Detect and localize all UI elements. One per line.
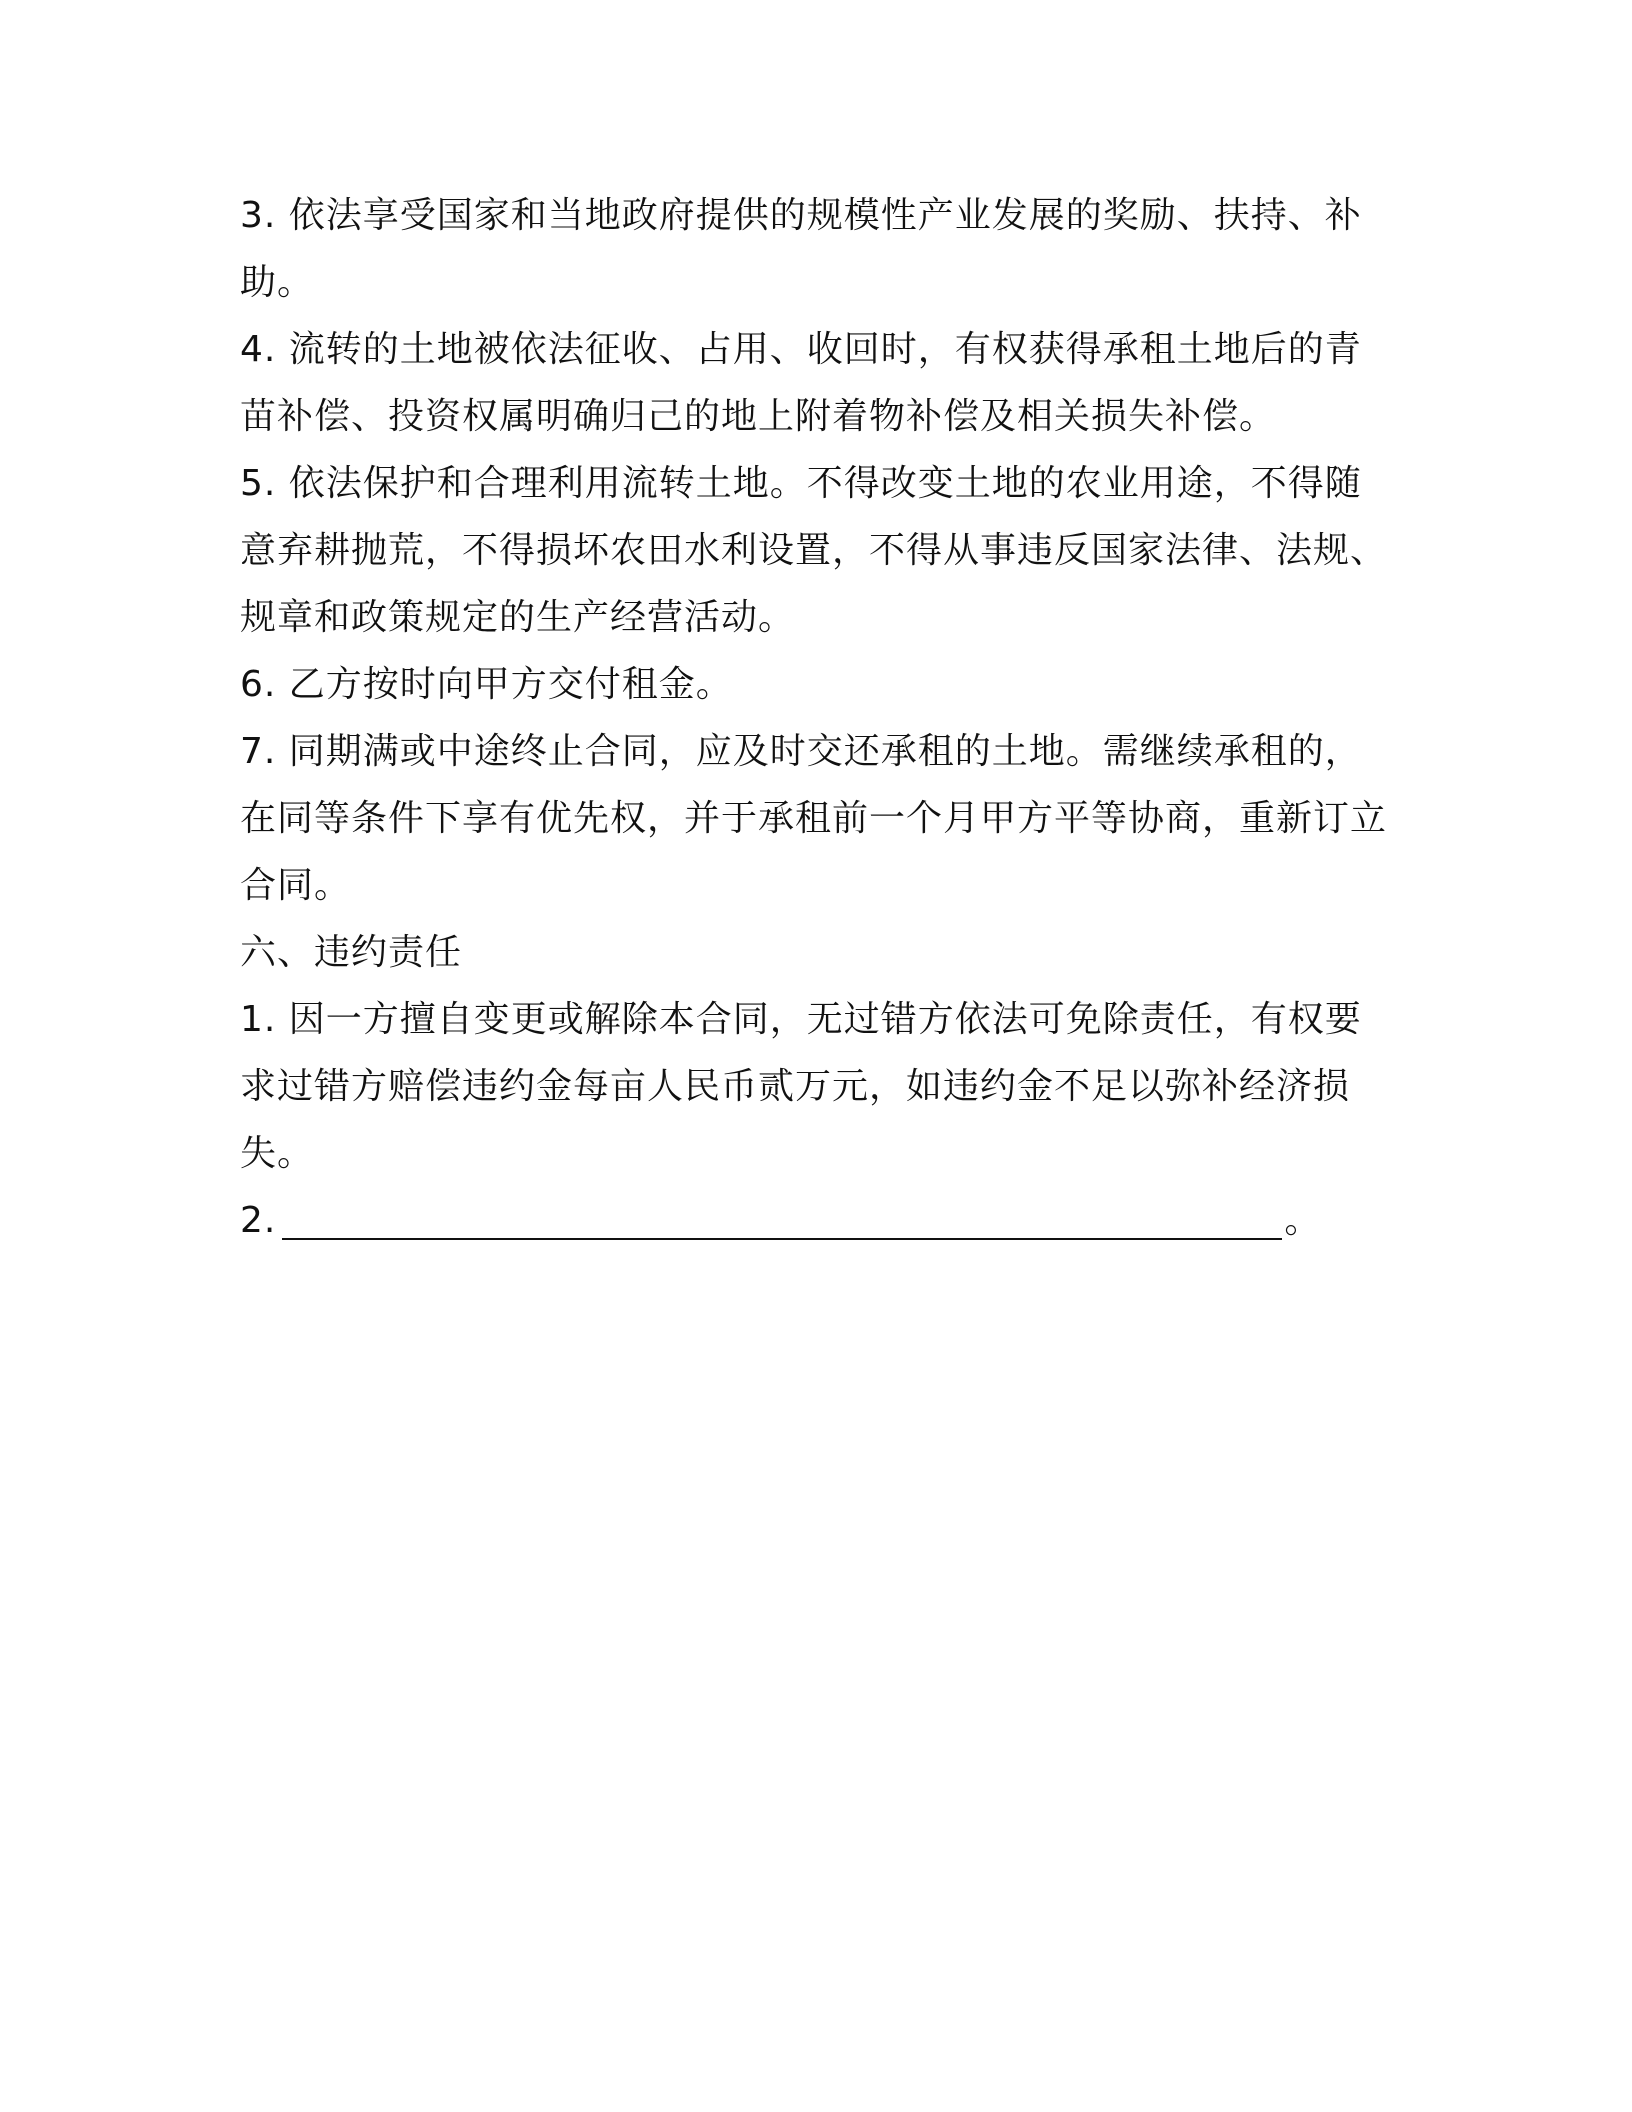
liability-item-1: 1. 因一方擅自变更或解除本合同，无过错方依法可免除责任，有权要求过错方赔偿违约金每亩人民币贰万元，如违约金不足以弥补经济损失。 [240,999,1362,1174]
clause-item-5: 5. 依法保护和合理利用流转土地。不得改变土地的农业用途，不得随意弃耕抛荒，不得损坏农田水利设置，不得从事违反国家法律、法规、规章和政策规定的生产经营活动。 [240,463,1388,638]
document-body [240,182,1390,1254]
clause-item-6: 6. 乙方按时向甲方交付租金。 [240,664,733,705]
blank-item-prefix: 2. [240,1200,277,1241]
blank-item-suffix: 。 [1284,1200,1322,1241]
clause-item-7: 7. 同期满或中途终止合同，应及时交还承租的土地。需继续承租的，在同等条件下享有优先权，并于承租前一个月甲方平等协商，重新订立合同。 [240,731,1388,906]
clause-item-4: 4. 流转的土地被依法征收、占用、收回时，有权获得承租土地后的青苗补偿、投资权属明确归己的地上附着物补偿及相关损失补偿。 [240,329,1362,437]
clause-item-3: 3. 依法享受国家和当地政府提供的规模性产业发展的奖励、扶持、补助。 [240,195,1362,303]
section-heading-liability: 六、违约责任 [240,932,463,973]
liability-item-2-blank [240,1187,1390,1254]
fill-in-blank-line [282,1198,1282,1240]
